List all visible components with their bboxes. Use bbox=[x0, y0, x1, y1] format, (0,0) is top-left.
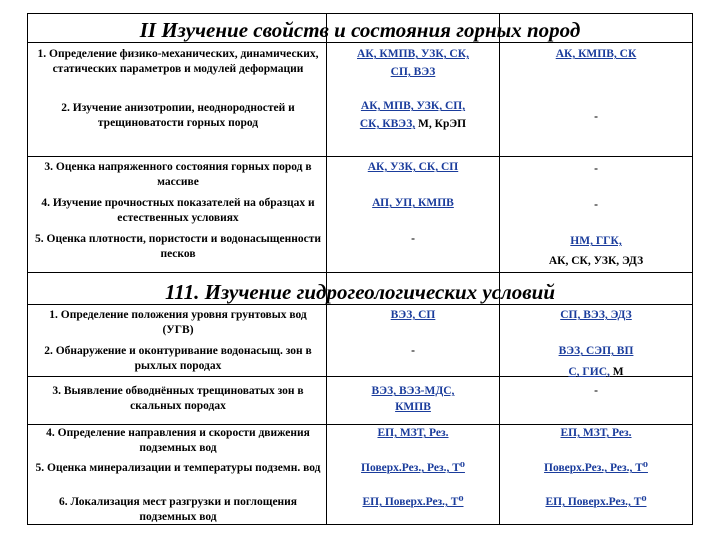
section-2-row-1-equipment: СП, ВЭЗ, ЭДЗ bbox=[560, 309, 632, 321]
section-2-row-3-equipment: - bbox=[594, 385, 598, 397]
section-1-row-2-equipment: - bbox=[594, 111, 598, 123]
section-2-row-4-equipment: ЕП, МЗТ, Рез. bbox=[560, 427, 632, 439]
section-1-row-5-equipment-b: АК, СК, УЗК, ЭДЗ bbox=[548, 255, 644, 267]
section-1-row-2-methods-b bbox=[330, 117, 496, 131]
section-2-row-2-equipment-a: ВЭЗ, СЭП, ВП bbox=[558, 345, 634, 357]
section-1-row-4-methods: АП, УП, КМПВ bbox=[372, 197, 454, 209]
row-divider bbox=[28, 42, 692, 43]
section-2-row-5-equipment: Поверх.Рез., Рез., Т⁰ bbox=[544, 462, 648, 474]
section-1-row-1-label: 1. Определение физико-механических, динамических, статических параметров и модулей деформации bbox=[37, 48, 319, 75]
section-1-row-3-label: 3. Оценка напряженного состояния горных пород в массиве bbox=[44, 161, 312, 188]
section-2-row-2-equipment-b bbox=[503, 365, 689, 379]
section-2-row-4-methods: ЕП, МЗТ, Рез. bbox=[377, 427, 449, 439]
section-1-row-1-equipment: АК, КМПВ, СК bbox=[555, 48, 637, 60]
section-1-row-5-label: 5. Оценка плотности, пористости и водонасыщенности песков bbox=[35, 233, 321, 260]
section-1-row-2-methods-a: АК, МПВ, УЗК, СП, bbox=[360, 100, 466, 112]
section-1-row-2-label: 2. Изучение анизотропии, неоднородностей и трещиноватости горных пород bbox=[61, 102, 295, 129]
section-2-row-5-label: 5. Оценка минерализации и температуры подземн. вод bbox=[35, 462, 321, 474]
column-divider-1 bbox=[326, 14, 327, 524]
section-1-row-1-methods-a: АК, КМПВ, УЗК, СК, bbox=[357, 48, 469, 60]
section-1-title: II Изучение свойств и состояния горных пород bbox=[139, 18, 581, 42]
row-divider bbox=[28, 156, 692, 157]
section-2-row-1-methods: ВЭЗ, СП bbox=[390, 309, 436, 321]
section-2-row-2-methods: - bbox=[411, 345, 415, 357]
row-divider bbox=[28, 424, 692, 425]
section-2-row-4-label: 4. Определение направления и скорости движения подземных вод bbox=[46, 427, 310, 454]
section-1-row-4-label: 4. Изучение прочностных показателей на образцах и естественных условиях bbox=[41, 197, 315, 224]
section-2-row-2-label: 2. Обнаружение и оконтуривание водонасыщ. зон в рыхлых породах bbox=[44, 345, 312, 372]
section-2-row-6-label: 6. Локализация мест разгрузки и поглощения подземных вод bbox=[58, 496, 298, 523]
section-2-row-3-methods-a: ВЭЗ, ВЭЗ-МДС, bbox=[371, 385, 455, 397]
section-2-row-6-equipment: ЕП, Поверх.Рез., Т⁰ bbox=[545, 496, 647, 508]
row-divider bbox=[28, 272, 692, 273]
section-1-row-2-methods-link: СК, КВЭЗ, bbox=[359, 118, 416, 130]
section-2-row-3-label: 3. Выявление обводнённых трещиноватых зон в скальных породах bbox=[52, 385, 304, 412]
methods-table bbox=[27, 13, 693, 525]
section-2-title: 111. Изучение гидрогеологических условий bbox=[164, 280, 556, 304]
section-1-row-4-equipment: - bbox=[594, 199, 598, 211]
section-1-row-1-methods-b: СП, ВЭЗ bbox=[390, 66, 436, 78]
row-divider bbox=[28, 304, 692, 305]
section-2-row-2-equipment-tail: М bbox=[609, 366, 624, 378]
section-2-row-3-methods-b: КМПВ bbox=[395, 401, 431, 413]
section-2-row-2-equipment-link: С, ГИС, bbox=[568, 366, 610, 378]
column-divider-2 bbox=[499, 14, 500, 524]
section-1-row-3-methods: АК, УЗК, СК, СП bbox=[367, 161, 459, 173]
section-1-row-5-equipment-a: НМ, ГГК, bbox=[570, 235, 622, 247]
section-2-row-5-methods: Поверх.Рез., Рез., Т⁰ bbox=[361, 462, 465, 474]
section-1-row-3-equipment: - bbox=[594, 163, 598, 175]
section-1-row-2-methods-tail: М, КрЭП bbox=[415, 118, 467, 130]
section-1-row-5-methods: - bbox=[411, 233, 415, 245]
section-2-row-6-methods: ЕП, Поверх.Рез., Т⁰ bbox=[362, 496, 464, 508]
section-2-row-1-label: 1. Определение положения уровня грунтовых вод (УГВ) bbox=[49, 309, 307, 336]
